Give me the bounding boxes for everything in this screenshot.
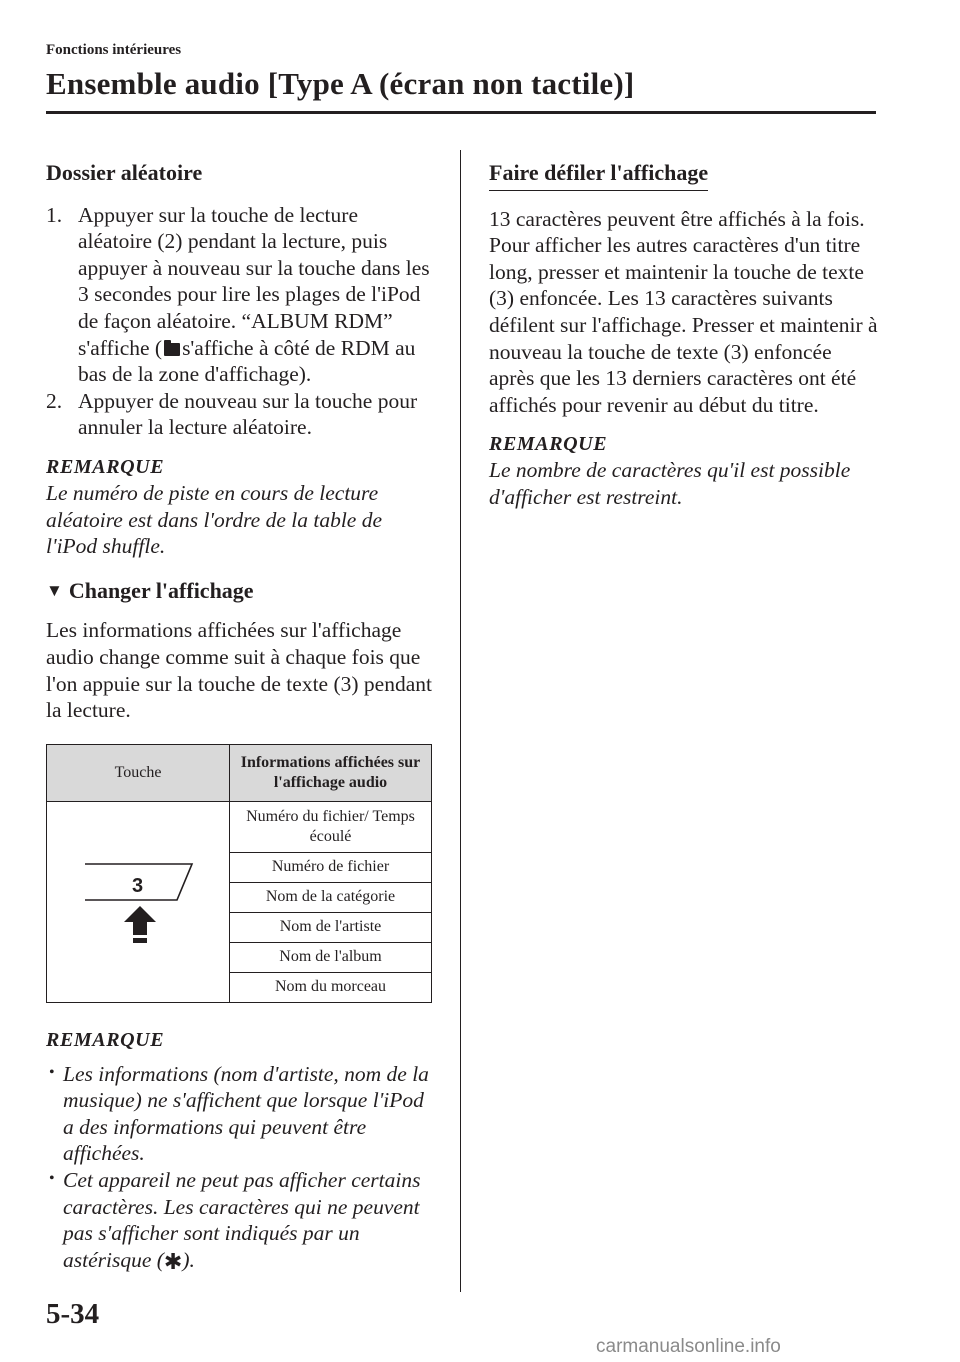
faire-defiler-heading: Faire défiler l'affichage [489, 160, 708, 191]
dossier-aleatoire-heading: Dossier aléatoire [46, 160, 203, 185]
changer-affichage-paragraph: Les informations affichées sur l'affichage audio change comme suit à chaque fois que l'on appuie sur la touche de texte (3) pendant la lecture. [46, 618, 432, 723]
table-cell: Nom de l'album [230, 942, 432, 972]
watermark: carmanualsonline.info [596, 1336, 781, 1357]
page-title: Ensemble audio [Type A (écran non tactile)] [46, 66, 635, 101]
remark-text: Le numéro de piste en cours de lecture aléatoire est dans l'ordre de la table de l'iPod shuffle. [46, 480, 383, 559]
table-header-informations: Informations affichées sur l'affichage audio [230, 744, 432, 801]
faire-defiler-paragraph: 13 caractères peuvent être affichés à la fois. Pour afficher les autres caractères d'un titre long, presser et maintenir la touche de texte (3) enfoncée. Les 13 caractères suivants défilent sur l'affichage. Presser et maintenir à nouveau la touche de texte (3) enfoncée après que les 13 derniers caractères ont été affichés pour revenir au début du titre. [489, 206, 878, 417]
step-2 [46, 388, 436, 441]
step-1 [46, 202, 436, 388]
text-key-cell [47, 801, 230, 1002]
table-cell: Numéro du fichier/ Temps écoulé [230, 801, 432, 852]
subheading-text: Changer l'affichage [68, 577, 254, 603]
list-item [46, 1061, 436, 1167]
left-column [46, 160, 436, 1275]
list-item [46, 1167, 436, 1275]
display-modes-table [46, 744, 432, 1003]
table-row [47, 801, 432, 852]
step-text: Appuyer de nouveau sur la touche pour annuler la lecture aléatoire. [78, 388, 418, 440]
right-column [489, 160, 879, 511]
remark-text: Le nombre de caractères qu'il est possible d'afficher est restreint. [489, 458, 851, 509]
remark-item-end: ). [182, 1247, 195, 1272]
asterisk-icon: ✱ [163, 1248, 183, 1274]
table-cell: Nom de l'artiste [230, 912, 432, 942]
table-cell: Nom du morceau [230, 972, 432, 1002]
press-arrow-icon [124, 906, 156, 943]
changer-affichage-heading [46, 578, 436, 605]
step-number: 1. [46, 202, 63, 227]
table-header-touche: Touche [47, 744, 230, 801]
page-number: 5-34 [46, 1298, 100, 1330]
table-header-row [47, 744, 432, 801]
remark-list [46, 1061, 436, 1276]
remark-item-text: Cet appareil ne peut pas afficher certains caractères. Les caractères qui ne peuvent pas s'afficher sont indiqués par un astérisque ( [63, 1168, 421, 1272]
table-cell: Nom de la catégorie [230, 882, 432, 912]
table-cell: Numéro de fichier [230, 852, 432, 882]
bullet-icon: • [49, 1063, 55, 1081]
bullet-icon: • [49, 1170, 55, 1188]
section-label: Fonctions intérieures [46, 42, 182, 58]
remark-item-text: Les informations (nom d'artiste, nom de la musique) ne s'affichent que lorsque l'iPod a des informations qui peuvent être affichées. [63, 1061, 429, 1166]
folder-icon [164, 343, 180, 356]
step-number: 2. [46, 388, 63, 413]
step-text-end: s'affiche à côté de RDM au bas de la zone d'affichage). [78, 335, 416, 387]
text-key-3-illustration [47, 802, 229, 996]
column-divider [460, 150, 461, 1292]
remark-label: REMARQUE [46, 1028, 165, 1051]
remark-label: REMARQUE [489, 433, 608, 456]
step-text: Appuyer sur la touche de lecture aléatoire (2) pendant la lecture, puis appuyer à nouveau sur la touche dans les 3 secondes pour lire les plages de l'iPod de façon aléatoire. “ALBUM RDM” s'affiche ( [78, 202, 430, 360]
remark-label: REMARQUE [46, 455, 165, 478]
triangle-down-icon: ▼ [46, 580, 63, 600]
steps-list [46, 202, 436, 441]
title-rule [46, 111, 876, 114]
key-label: 3 [132, 874, 144, 897]
